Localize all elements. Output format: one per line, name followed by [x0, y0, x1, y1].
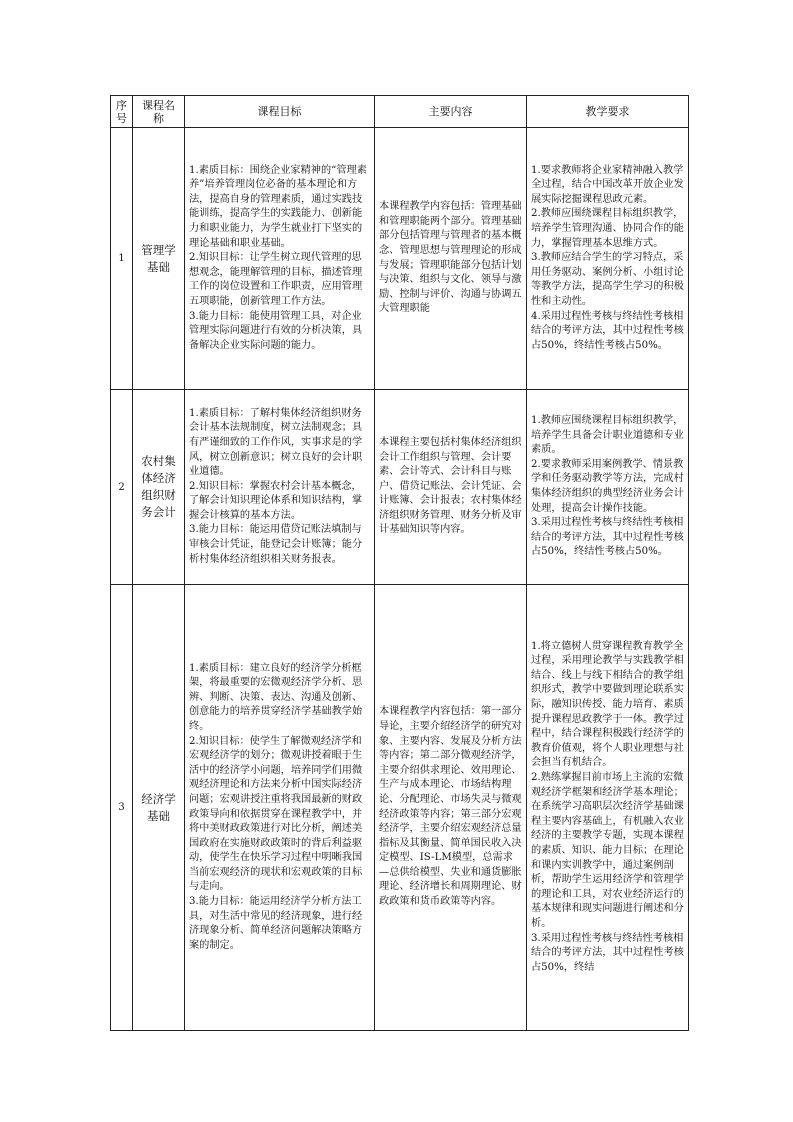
- table-row: [111, 390, 689, 585]
- goal-item: 1.素质目标：了解村集体经济组织财务会计基本法规制度，树立法制观念；具有严谨细致的工作作风，实事求是的学风，树立创新意识；树立良好的会计职业道德。: [189, 407, 363, 478]
- row-course-goals: [185, 128, 375, 390]
- row-seq: 3: [111, 585, 133, 1031]
- row-course-goals: [185, 585, 375, 1031]
- header-course-name: 课程名称: [133, 96, 185, 128]
- header-main-content: 主要内容: [375, 96, 527, 128]
- goal-item: 1.素质目标：围绕企业家精神的“管理素养”培养管理岗位必备的基本理论和方法，提高自身的管理素质，通过实践技能训练，提高学生的实践能力、创新能力和职业能力，为学生就业打下坚实的理论基础和职业基础。: [189, 164, 367, 249]
- requirement-item: 3.教师应结合学生的学习特点，采用任务驱动、案例分析、小组讨论等教学方法，提高学生学习的积极性和主动性。: [531, 252, 684, 307]
- row-course-name: 农村集体经济组织财务会计: [133, 390, 185, 585]
- goal-item: 3.能力目标：能使用管理工具，对企业管理实际问题进行有效的分析决策，具备解决企业实际问题的能力。: [189, 310, 363, 351]
- row-teaching-requirements: [527, 585, 689, 1031]
- table-header-row: [111, 96, 689, 128]
- requirement-item: 2.要求教师采用案例教学、情景教学和任务驱动教学等方法，完成村集体经济组织的典型经济业务会计处理，提高会计操作技能。: [531, 458, 684, 514]
- requirement-item: 1.将立德树人贯穿课程教育教学全过程，采用理论教学与实践教学相结合、线上与线下相结合的教学组织形式，教学中要做到理论联系实际，融知识传授、能力培育、素质提升课程思政教学于一体。教学过程中，结合课程积极践行经济学的教育价值观，将个人职业理想与社会担当有机结合。: [531, 640, 684, 769]
- row-main-content: 本课程教学内容包括：第一部分导论，主要介绍经济学的研究对象、主要内容、发展及分析方法等内容；第二部分微观经济学，主要介绍供求理论、效用理论、生产与成本理论、市场结构理论、分配理论、市场失灵与微观经济政策等内容；第三部分宏观经济学，主要介绍宏观经济总量指标及其衡量、简单国民收入决定模型、IS-LM模型，总需求—总供给模型、失业和通货膨胀理论、经济增长和周期理论、财政政策和货币政策等内容。: [375, 585, 527, 1031]
- requirement-item: 4.采用过程性考核与终结性考核相结合的考评方法，其中过程性考核占50%，终结性考核占50%。: [531, 310, 684, 351]
- requirement-item: 1.教师应围绕课程目标组织教学，培养学生具备会计职业道德和专业素质。: [531, 415, 684, 456]
- requirement-item: 2.熟练掌握目前市场上主流的宏微观经济学框架和经济学基本理论；在系统学习高职层次经济学基础课程主要内容基础上，有机融入农业经济的主要教学专题，实现本课程的素质、知识、能力目标；在理论和课内实训教学中，通过案例剖析，帮助学生运用经济学和管理学的理论和工具，对农业经济运行的基本规律和现实问题进行阐述和分析。: [531, 772, 684, 929]
- goal-item: 3.能力目标：能运用借贷记账法填制与审核会计凭证，能登记会计账簿；能分析村集体经济组织相关财务报表。: [189, 524, 363, 565]
- table-row: [111, 585, 689, 1031]
- header-course-goals: 课程目标: [185, 96, 375, 128]
- goal-item: 3.能力目标：能运用经济学分析方法工具，对生活中常见的经济现象，进行经济现象分析、简单经济问题解决策略方案的制定。: [189, 896, 363, 951]
- requirement-item: 3.采用过程性考核与终结性考核相结合的考评方法，其中过程性考核占50%，终结: [531, 932, 684, 973]
- header-seq: 序号: [111, 96, 133, 128]
- row-course-goals: [185, 390, 375, 585]
- row-teaching-requirements: [527, 128, 689, 390]
- table-row: [111, 128, 689, 390]
- header-teaching-requirements: 教学要求: [527, 96, 689, 128]
- goal-item: 2.知识目标：使学生了解微观经济学和宏观经济学的划分；微观讲授着眼于生活中的经济学小问题，培养同学们用微观经济理论和方法来分析中国实际经济问题；宏观讲授注重将我国最新的财政政策导向和依据贯穿在课程教学中，并将中美财政政策进行对比分析，阐述美国政府在实施财政政策时的背后利益驱动，使学生在快乐学习过程中明晰我国当前宏观经济的现状和宏观政策的目标与走向。: [189, 735, 363, 893]
- goal-item: 2.知识目标：让学生树立现代管理的思想观念，能理解管理的目标，描述管理工作的岗位设置和工作职责，应用管理五项职能，创新管理工作方法。: [189, 252, 363, 307]
- goal-item: 2.知识目标：掌握农村会计基本概念，了解会计知识理论体系和知识结构，掌握会计核算的基本方法。: [189, 480, 363, 521]
- requirement-item: 2.教师应围绕课程目标组织教学，培养学生管理沟通、协同合作的能力，掌握管理基本思维方式。: [531, 208, 684, 249]
- row-main-content: 本课程主要包括村集体经济组织会计工作组织与管理、会计要素、会计等式、会计科目与账户、借贷记账法、会计凭证、会计账簿、会计报表；农村集体经济组织财务管理、财务分析及审计基础知识等内容。: [375, 390, 527, 585]
- row-course-name: 经济学基础: [133, 585, 185, 1031]
- row-seq: 1: [111, 128, 133, 390]
- row-main-content: 本课程教学内容包括：管理基础和管理职能两个部分。管理基础部分包括管理与管理者的基本概念、管理思想与管理理论的形成与发展；管理职能部分包括计划与决策、组织与文化、领导与激励、控制与评价、沟通与协调五大管理职能: [375, 128, 527, 390]
- requirement-item: 3.采用过程性考核与终结性考核相结合的考评方法，其中过程性考核占50%，终结性考核占50%。: [531, 517, 684, 558]
- row-seq: 2: [111, 390, 133, 585]
- row-course-name: 管理学基础: [133, 128, 185, 390]
- curriculum-table: [110, 95, 689, 1031]
- goal-item: 1.素质目标：建立良好的经济学分析框架，将最重要的宏微观经济学分析、思辨、判断、决策、表达、沟通及创新、创意能力的培养贯穿经济学基础教学始终。: [189, 662, 363, 732]
- requirement-item: 1.要求教师将企业家精神融入教学全过程，结合中国改革开放企业发展实际挖掘课程思政元素。: [531, 164, 684, 205]
- row-teaching-requirements: [527, 390, 689, 585]
